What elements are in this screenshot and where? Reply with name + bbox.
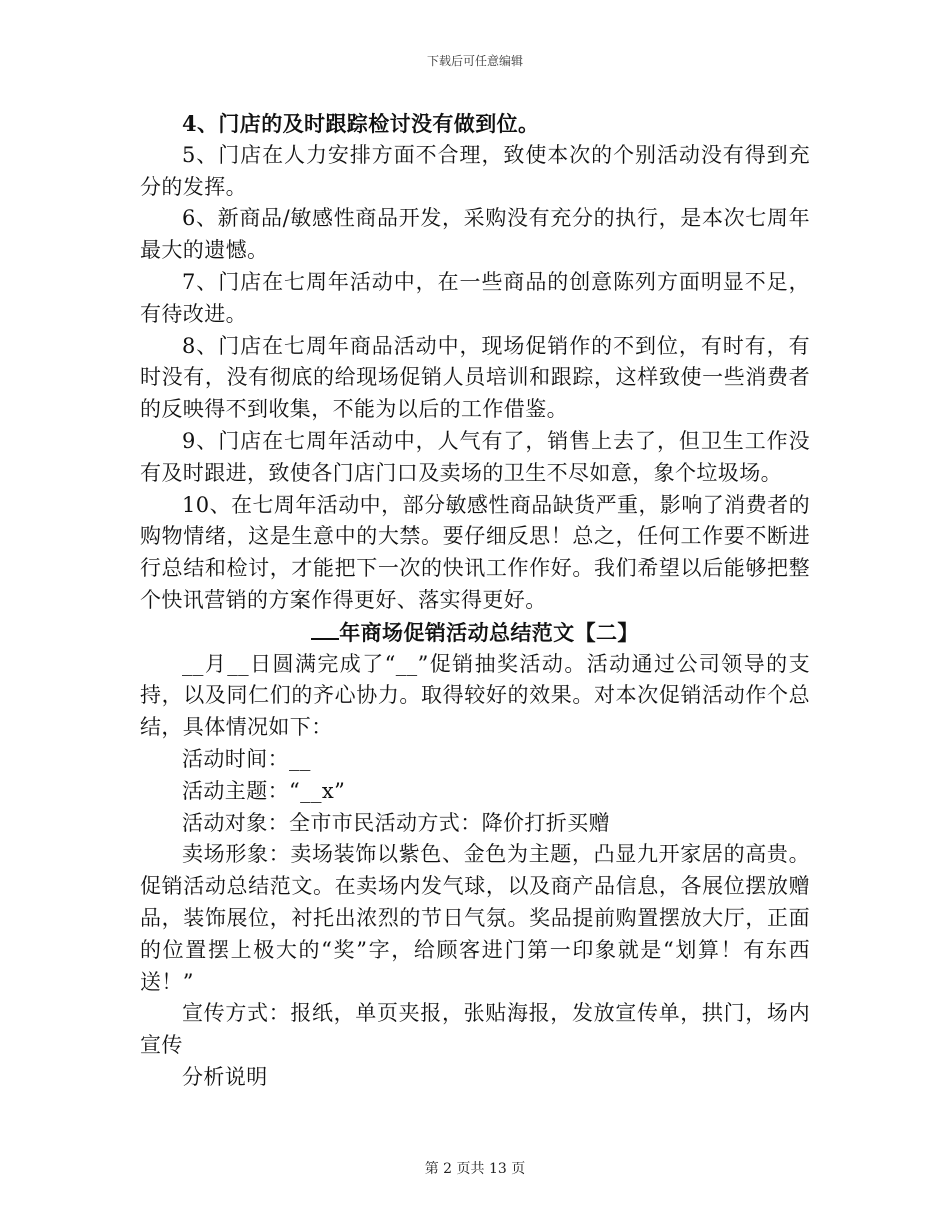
list-item-10: 10、在七周年活动中，部分敏感性商品缺货严重，影响了消费者的购物情绪，这是生意中的大禁。要仔细反思！总之，任何工作要不断进行总结和检讨，才能把下一次的快讯工作作好。我们希望以后能够把整个快讯营销的方案作得更好、落实得更好。: [140, 492, 810, 612]
page-footer: 第 2 页共 13 页: [424, 1161, 526, 1177]
list-item-4: 4、门店的及时跟踪检讨没有做到位。: [182, 111, 540, 136]
header-note: 下载后可任意编辑: [426, 54, 523, 68]
store-image-paragraph: 卖场形象：卖场装饰以紫色、金色为主题，凸显九开家居的高贵。促销活动总结范文。在卖场内发气球，以及商产品信息，各展位摆放赠品，装饰展位，衬托出浓烈的节日气氛。奖品提前购置摆放大厅，正面的位置摆上极大的“奖”字，给顾客进门第一印象就是“划算！有东西送！”: [140, 842, 810, 994]
list-item-6: 6、新商品/敏感性商品开发，采购没有充分的执行，是本次七周年最大的遗憾。: [140, 206, 810, 263]
promotion-methods: 宣传方式：报纸，单页夹报，张贴海报，发放宣传单，拱门，场内宣传: [140, 1001, 810, 1058]
activity-theme: 活动主题：“__x”: [182, 778, 346, 803]
list-item-8: 8、门店在七周年商品活动中，现场促销作的不到位，有时有，有时没有，没有彻底的给现场促销人员培训和跟踪，这样致使一些消费者的反映得不到收集，不能为以后的工作借鉴。: [140, 333, 810, 422]
intro-paragraph: __月__日圆满完成了“__”促销抽奖活动。活动通过公司领导的支持，以及同仁们的齐心协力。取得较好的效果。对本次促销活动作个总结，具体情况如下：: [140, 651, 810, 740]
list-item-5: 5、门店在人力安排方面不合理，致使本次的个别活动没有得到充分的发挥。: [140, 142, 810, 199]
section-heading-text: 年商场促销活动总结范文【二】: [339, 619, 639, 645]
analysis-heading: 分析说明: [182, 1064, 268, 1089]
list-item-9: 9、门店在七周年活动中，人气有了，销售上去了，但卫生工作没有及时跟进，致使各门店门口及卖场的卫生不尽如意，象个垃圾场。: [140, 428, 810, 485]
heading-blank-underline: [311, 620, 339, 640]
section-heading: [140, 617, 810, 649]
activity-time: 活动时间：__: [182, 746, 311, 771]
activity-target: 活动对象：全市市民活动方式：降价打折买赠: [182, 810, 610, 835]
list-item-7: 7、门店在七周年活动中，在一些商品的创意陈列方面明显不足，有待改进。: [140, 269, 810, 326]
document-body: [140, 108, 810, 1094]
